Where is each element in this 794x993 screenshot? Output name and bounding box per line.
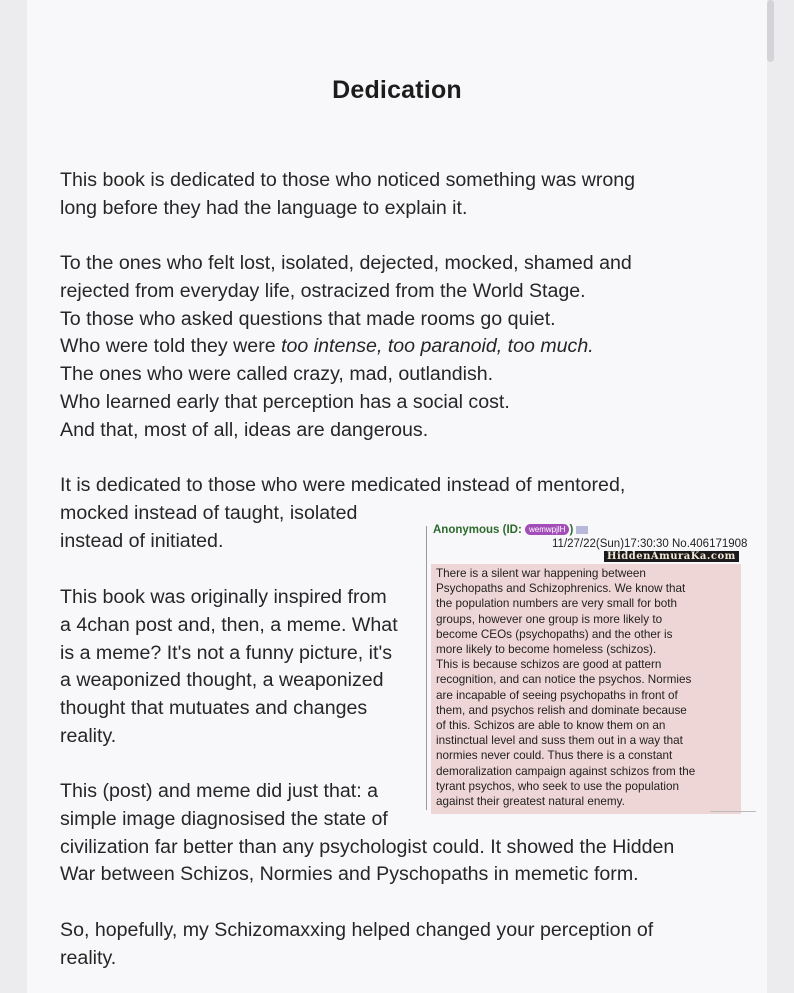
text-line: rejected from everyday life, ostracized from the World Stage. (60, 279, 586, 302)
post-line: instinctual level and suss them out in a way that (436, 734, 683, 748)
flag-icon (576, 526, 588, 534)
post-divider (426, 526, 427, 810)
paragraph-6 (60, 917, 653, 973)
post-line: become CEOs (psychopaths) and the other is (436, 627, 673, 641)
text-line: a 4chan post and, then, a meme. What (60, 613, 398, 636)
post-line: the population numbers are very small for both (436, 597, 678, 611)
text-line: War between Schizos, Normies and Pyschopaths in memetic form. (60, 863, 639, 886)
post-author-close: ) (569, 524, 574, 536)
text-line: To the ones who felt lost, isolated, dejected, mocked, shamed and (60, 252, 632, 274)
text-line: thought that mutuates and changes (60, 697, 368, 720)
scrollbar-thumb[interactable] (767, 0, 774, 62)
paragraph-2 (60, 250, 632, 445)
text-line: This book was originally inspired from (60, 586, 387, 608)
told-italic: too intense, too paranoid, too much. (281, 335, 594, 358)
text-line-told (60, 333, 632, 361)
post-line: against their greatest natural enemy. (436, 795, 625, 809)
post-line: recognition, and can notice the psychos. Normies (436, 673, 692, 687)
post-author: Anonymous (ID: (433, 524, 525, 536)
post-header (433, 524, 588, 536)
text-line: Who learned early that perception has a social cost. (60, 390, 510, 413)
told-prefix: Who were told they were (60, 335, 282, 358)
text-line: So, hopefully, my Schizomaxxing helped changed your perception of (60, 919, 654, 941)
poster-id-badge: wemwpjlH (525, 524, 569, 535)
post-line: There is a silent war happening between (436, 567, 646, 580)
text-line: a weaponized thought, a weaponized (60, 669, 384, 692)
text-line: reality. (60, 724, 117, 747)
post-line: demoralization campaign against schizos from the (436, 764, 696, 778)
post-line: them, and psychos relish and dominate because (436, 703, 687, 717)
post-line: normies never could. Thus there is a constant (436, 749, 673, 763)
paragraph-1 (60, 167, 635, 223)
post-line: tyrant psychos, who seek to use the population (436, 779, 679, 793)
4chan-post-screenshot (424, 522, 760, 814)
document-page (27, 0, 767, 993)
text-line: And that, most of all, ideas are dangerous. (60, 418, 429, 441)
text-line: instead of initiated. (60, 529, 224, 552)
text-line: The ones who were called crazy, mad, outlandish. (60, 363, 494, 386)
post-tail-divider (710, 811, 756, 812)
text-line: mocked instead of taught, isolated (60, 501, 358, 524)
post-line: Psychopaths and Schizophrenics. We know that (436, 582, 686, 596)
text-line: is a meme? It's not a funny picture, it's (60, 641, 393, 664)
text-line: This book is dedicated to those who noticed something was wrong (60, 169, 636, 191)
text-line: It is dedicated to those who were medicated instead of mentored, (60, 474, 626, 496)
text-line: To those who asked questions that made rooms go quiet. (60, 307, 556, 330)
page-title: Dedication (332, 76, 462, 104)
text-line: reality. (60, 946, 117, 969)
scrollbar[interactable] (767, 0, 794, 993)
post-body (431, 564, 741, 814)
post-line: This is because schizos are good at pattern (436, 658, 662, 672)
text-line: long before they had the language to explain it. (60, 196, 468, 219)
text-line: This (post) and meme did just that: a (60, 780, 378, 802)
watermark: HiddenAmuraKa.com (604, 551, 739, 562)
text-line: simple image diagnosised the state of (60, 807, 388, 830)
paragraph-4 (60, 584, 398, 751)
post-meta: 11/27/22(Sun)17:30:30 No.406171908 (552, 538, 748, 550)
post-line: more likely to become homeless (schizos). (436, 643, 657, 657)
post-line: of this. Schizos are able to know them on an (436, 719, 666, 733)
post-line: groups, however one group is more likely to (436, 612, 663, 626)
post-line: are incapable of seeing psychopaths in front of (436, 688, 678, 702)
text-line: civilization far better than any psychologist could. It showed the Hidden (60, 835, 675, 858)
